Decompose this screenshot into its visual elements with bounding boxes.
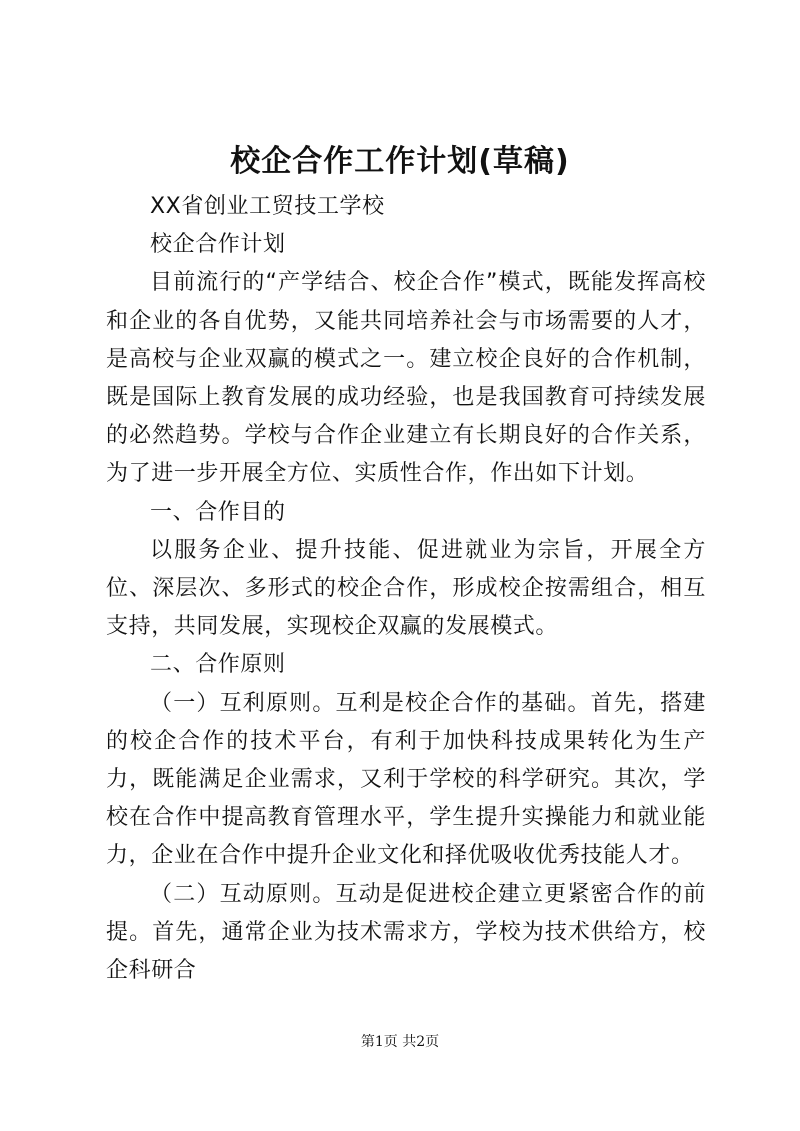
- plan-name-line: 校企合作计划: [150, 232, 286, 258]
- page-number-footer: 第1页 共2页: [360, 1034, 440, 1050]
- intro-paragraph: 目前流行的“产学结合、校企合作”模式，既能发挥高校和企业的各自优势，又能共同培养社会与市场需要的人才，是高校与企业双赢的模式之一。建立校企良好的合作机制，既是国际上教育发展的成功经验，也是我国教育可持续发展的必然趋势。学校与合作企业建立有长期良好的合作关系，为了进一步开展全方位、实质性合作，作出如下计划。: [106, 270, 706, 487]
- document-title: 校企合作工作计划(草稿): [230, 144, 570, 179]
- purpose-paragraph: 以服务企业、提升技能、促进就业为宗旨，开展全方位、深层次、多形式的校企合作，形成校企按需组合，相互支持，共同发展，实现校企双赢的发展模式。: [106, 537, 706, 640]
- interaction-paragraph: （二）互动原则。互动是促进校企建立更紧密合作的前提。首先，通常企业为技术需求方，学校为技术供给方，校企科研合: [106, 881, 706, 984]
- school-name-line: XX省创业工贸技工学校: [150, 194, 385, 219]
- section-heading-purpose: 一、合作目的: [150, 499, 286, 525]
- mutual-benefit-paragraph: （一）互利原则。互利是校企合作的基础。首先，搭建的校企合作的技术平台，有利于加快科技成果转化为生产力，既能满足企业需求，又利于学校的科学研究。其次，学校在合作中提高教育管理水平，学生提升实操能力和就业能力，企业在合作中提升企业文化和择优吸收优秀技能人才。: [106, 690, 706, 869]
- section-heading-principles: 二、合作原则: [150, 652, 286, 678]
- document-body: [106, 188, 706, 990]
